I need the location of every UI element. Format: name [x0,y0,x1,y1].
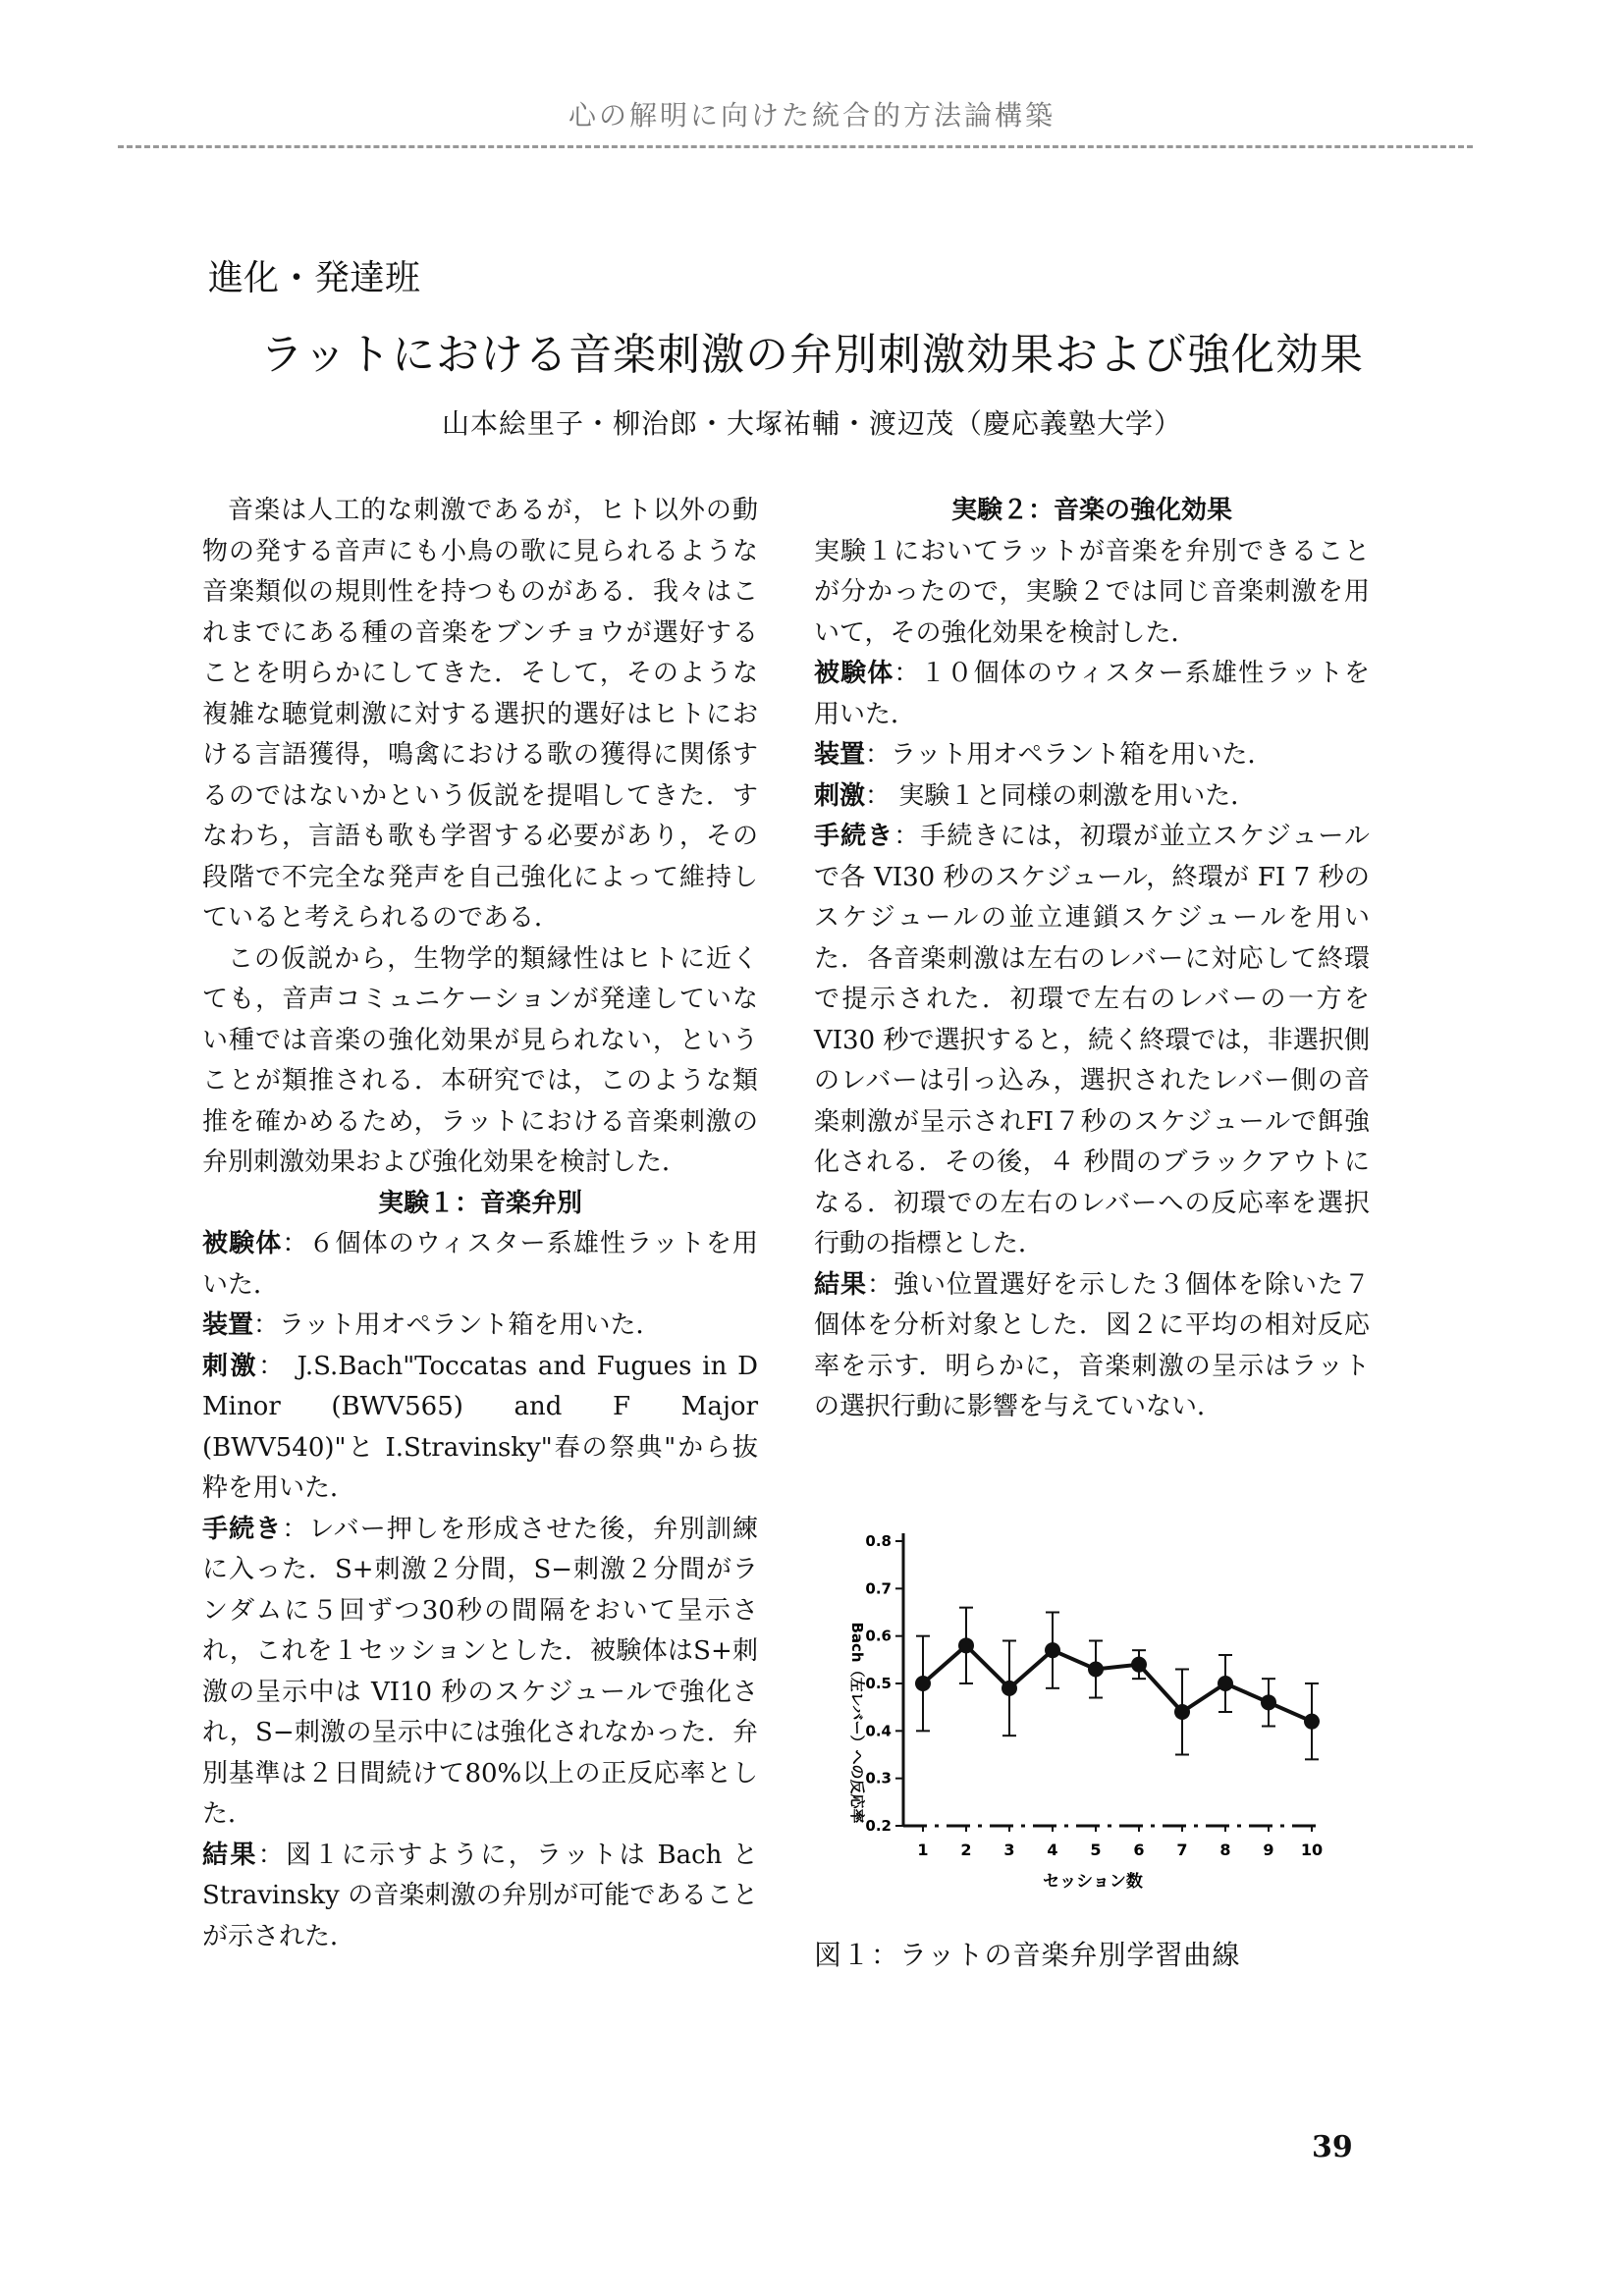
exp1-stimuli [202,1347,758,1510]
exp2-intro: 実験１においてラットが音楽を弁別できることが分かったので，実験２では同じ音楽刺激を用いて，その強化効果を検討した． [814,536,1370,648]
exp2-procedure-label: 手続き [814,822,894,851]
exp2-apparatus-text: ：ラット用オペラント箱を用いた． [865,740,1273,770]
data-point [1218,1676,1233,1691]
figure-caption: 図１：ラットの音楽弁別学習曲線 [814,1939,1241,1971]
data-point [1174,1704,1190,1720]
exp2-results-text: ：強い位置選好を示した３個体を除いた７個体を分析対象とした．図２に平均の相対反応率を示す．明らかに，音楽刺激の呈示はラットの選択行動に影響を与えていない． [814,1269,1370,1421]
exp2-subjects-label: 被験体 [814,659,894,688]
exp1-subjects [202,1224,758,1306]
exp2-procedure [814,817,1370,1265]
right-column [814,491,1370,1428]
exp2-stimuli-label: 刺激 [814,780,866,811]
data-point [1088,1662,1104,1678]
data-point [1045,1642,1060,1658]
x-tick-label: 3 [1003,1841,1015,1859]
left-column [202,491,758,1957]
exp2-apparatus-label: 装置 [814,740,866,770]
y-tick-label: 0.7 [865,1579,892,1598]
exp1-apparatus [202,1306,758,1347]
page-number: 39 [1312,2130,1353,2164]
intro-paragraph-1: 音楽は人工的な刺激であるが，ヒト以外の動物の発する音声にも小鳥の歌に見られるような音楽類似の規則性を持つものがある．我々はこれまでにある種の音楽をブンチョウが選好することを明らかにしてきた．そして，そのような複雑な聴覚刺激に対する選択的選好はヒトにおける言語獲得，鳴禽における歌の獲得に関係するのではないかという仮説を提唱してきた．すなわち，言語も歌も学習する必要があり，その段階で不完全な発声を自己強化によって維持していると考えられるのである． [202,496,758,933]
data-point [1261,1694,1276,1710]
y-tick-label: 0.3 [865,1769,892,1788]
exp2-procedure-text: ：手続きには，初環が並立スケジュールで各 VI30 秒のスケジュール，終環が FI 7 秒のスケジュールの並立連鎖スケジュールを用いた．各音楽刺激は左右のレバーに対応して終環で提示された．初環で左右のレバーの一方を VI30 秒で選択すると，続く終環では，非選択側のレバーは引っ込み，選択されたレバー側の音楽刺激が呈示されFI７秒のスケジュールで餌強化される．その後，４ 秒間のブラックアウトになる．初環での左右のレバーへの反応率を選択行動の指標とした． [814,822,1370,1258]
x-tick-label: 2 [960,1841,972,1859]
series-line [923,1645,1312,1721]
y-tick-label: 0.8 [865,1532,892,1550]
exp2-stimuli-text: ： 実験１と同様の刺激を用いた． [865,780,1257,811]
y-tick-label: 0.2 [865,1817,892,1835]
experiment-1-heading: 実験１：音楽弁別 [377,1188,582,1218]
exp2-results-label: 結果 [814,1269,867,1300]
exp1-subjects-label: 被験体 [202,1229,283,1258]
exp1-results [202,1836,758,1958]
y-tick-label: 0.5 [865,1675,892,1692]
x-tick-label: 6 [1133,1841,1145,1859]
exp1-procedure [202,1510,758,1836]
exp1-apparatus-text: ：ラット用オペラント箱を用いた． [253,1310,662,1340]
section-label: 進化・発達班 [208,258,421,298]
x-tick-label: 7 [1176,1841,1188,1859]
x-tick-label: 1 [917,1841,929,1859]
authors: 山本絵里子・柳治郎・大塚祐輔・渡辺茂（慶応義塾大学） [441,407,1182,440]
data-point [1131,1657,1147,1673]
exp2-apparatus [814,735,1370,776]
exp1-procedure-label: 手続き [202,1514,283,1544]
exp2-subjects [814,654,1370,735]
exp1-results-label: 結果 [202,1840,258,1870]
experiment-2-heading: 実験２：音楽の強化効果 [950,496,1232,525]
exp1-subjects-text: ：６個体のウィスター系雄性ラットを用いた． [202,1229,758,1300]
exp1-procedure-text: ：レバー押しを形成させた後，弁別訓練に入った．S+刺激２分間，S−刺激２分間がランダムに５回ずつ30秒の間隔をおいて呈示され，これを１セッションとした．被験体はS+刺激の呈示中は VI10 秒のスケジュールで強化され，S−刺激の呈示中には強化されなかった．弁別基準は２日間続けて80%以上の正反応率とした． [202,1514,758,1829]
exp2-stimuli [814,776,1370,818]
y-tick-label: 0.4 [865,1722,892,1740]
exp1-results-text: ：図１に示すように，ラットは Bach と Stravinsky の音楽刺激の弁別が可能であることが示された． [202,1840,758,1951]
data-point [915,1676,931,1691]
header-rule [118,145,1473,148]
intro-paragraph-2: この仮説から，生物学的類縁性はヒトに近くても，音声コミュニケーションが発達していない種では音楽の強化効果が見られない，ということが類推される．本研究では，このような類推を確かめるため，ラットにおける音楽刺激の弁別刺激効果および強化効果を検討した． [202,943,758,1177]
exp1-stimuli-text: ： J.S.Bach"Toccatas and Fugues in D Minor (BWV565) and F Major (BWV540)"と I.Stravinsky"春の祭典"から抜粋を用いた． [202,1351,758,1503]
exp1-apparatus-label: 装置 [202,1310,254,1340]
exp1-stimuli-label: 刺激 [202,1351,259,1381]
x-tick-label: 10 [1300,1841,1324,1859]
y-tick-label: 0.6 [865,1627,892,1645]
x-tick-label: 5 [1090,1841,1102,1859]
exp2-subjects-text: ：１０個体のウィスター系雄性ラットを用いた． [814,659,1370,729]
x-axis-label: セッション数 [1043,1872,1143,1892]
data-point [958,1637,974,1653]
learning-curve-chart [805,1512,1335,1904]
data-point [1304,1714,1320,1730]
running-head: 心の解明に向けた統合的方法論構築 [568,99,1056,132]
x-tick-label: 4 [1047,1841,1058,1859]
x-tick-label: 8 [1219,1841,1231,1859]
data-point [1001,1681,1017,1696]
x-tick-label: 9 [1263,1841,1274,1859]
y-axis-label: Bach（左レバー）への反応率 [848,1622,866,1824]
exp2-results [814,1265,1370,1428]
paper-title: ラットにおける音楽刺激の弁別刺激効果および強化効果 [259,330,1365,380]
